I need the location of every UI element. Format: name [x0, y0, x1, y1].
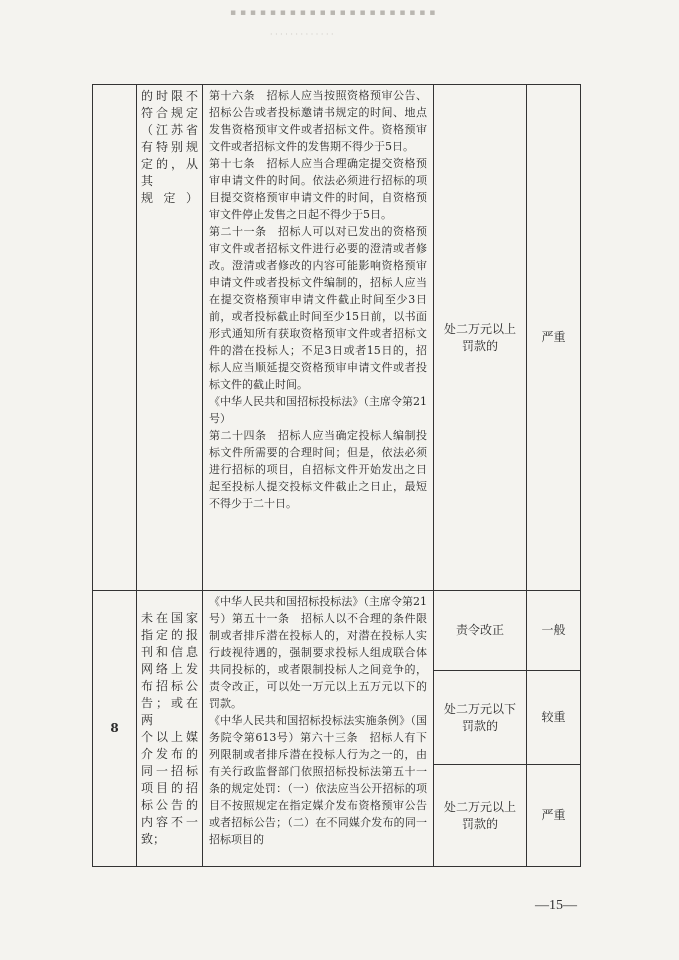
side-mark — [64, 500, 70, 530]
row-number: 8 — [93, 591, 137, 867]
severity-level: 一般 — [527, 591, 581, 671]
behavior-line: 项目的招 — [141, 780, 198, 795]
behavior-line: 符合规定 — [141, 106, 198, 120]
penalty-cell: 处二万元以下罚款的 — [434, 671, 527, 765]
header-smudge-2: · · · · · · · · · · · · · — [270, 30, 334, 39]
legal-basis — [203, 85, 434, 591]
penalty-cell: 处二万元以上罚款的 — [434, 765, 527, 867]
behavior-line: 未在国家 — [141, 610, 198, 625]
behavior-line: 同一招标 — [141, 763, 198, 778]
basis-paragraph: 《中华人民共和国招标投标法》（主席令第21号） — [209, 395, 427, 425]
behavior-line: 规定） — [141, 191, 198, 205]
behavior-line: 定的，从其 — [141, 157, 198, 188]
behavior-line: 告；或在两 — [141, 695, 198, 727]
table-row — [93, 85, 581, 591]
behavior-line: 刊和信息 — [141, 644, 198, 659]
severity-level: 严重 — [527, 85, 581, 591]
page-number: —15— — [535, 898, 577, 913]
table-row — [93, 591, 581, 671]
behavior-line: 致； — [141, 831, 166, 846]
behavior-line: 有特别规 — [141, 140, 198, 154]
severity-level: 较重 — [527, 671, 581, 765]
behavior-line: 网络上发 — [141, 661, 198, 676]
header-smudge: ▪ ▪ ▪ ▪ ▪ ▪ ▪ ▪ ▪ ▪ ▪ ▪ ▪ ▪ ▪ ▪ ▪ ▪ ▪ ▪ ▪ — [230, 8, 436, 18]
penalty-cell: 责令改正 — [434, 591, 527, 671]
behavior-line: 个以上媒 — [141, 729, 198, 744]
row-number — [93, 85, 137, 591]
violation-behavior — [137, 85, 203, 591]
violation-behavior — [137, 591, 203, 867]
basis-paragraph: 《中华人民共和国招标投标法实施条例》（国务院令第613号）第六十三条 招标人有下列限制或者排斥潜在投标人行为之一的，由有关行政监督部门依照招标投标法第五十一条的规定处罚：（一）依法应当公开招标的项目不按照规定在指定媒介发布资格预审公告或者招标公告；（二）在不同媒介发布的同一招标项目的 — [209, 714, 427, 846]
legal-basis — [203, 591, 434, 867]
behavior-line: 标公告的 — [141, 797, 198, 812]
behavior-line: 指定的报 — [141, 627, 198, 642]
behavior-line: 内容不一 — [141, 814, 198, 829]
basis-paragraph: 第二十一条 招标人可以对已发出的资格预审文件或者招标文件进行必要的澄清或者修改。澄清或者修改的内容可能影响资格预审申请文件或者投标文件编制的，招标人应当在提交资格预审申请文件截止时间至少3日前，或者投标截止时间至少15日前，以书面形式通知所有获取资格预审文件或者招标文件的潜在投标人；不足3日或者15日的，招标人应当顺延提交资格预审申请文件或者投标文件的截止时间。 — [209, 225, 427, 391]
basis-paragraph: 《中华人民共和国招标投标法》（主席令第21号）第五十一条 招标人以不合理的条件限制或者排斥潜在投标人的，对潜在投标人实行歧视待遇的，强制要求投标人组成联合体共同投标的，或者限制投标人之间竞争的，责令改正，可以处一万元以上五万元以下的罚款。 — [209, 595, 427, 710]
basis-paragraph: 第二十四条 招标人应当确定投标人编制投标文件所需要的合理时间；但是，依法必须进行招标的项目，自招标文件开始发出之日起至投标人提交投标文件截止之日止，最短不得少于二十日。 — [209, 429, 427, 510]
behavior-line: 的时限不 — [141, 89, 198, 103]
severity-level: 严重 — [527, 765, 581, 867]
basis-paragraph: 第十六条 招标人应当按照资格预审公告、招标公告或者投标邀请书规定的时间、地点发售资格预审文件或者招标文件。资格预审文件或者招标文件的发售期不得少于5日。 — [209, 89, 427, 153]
behavior-line: （江苏省 — [141, 123, 198, 137]
regulation-table — [92, 84, 581, 867]
basis-paragraph: 第十七条 招标人应当合理确定提交资格预审申请文件的时间。依法必须进行招标的项目提交资格预审申请文件的时间，自资格预审文件停止发售之日起不得少于5日。 — [209, 157, 427, 221]
penalty-cell: 处二万元以上罚款的 — [434, 85, 527, 591]
behavior-line: 布招标公 — [141, 678, 198, 693]
behavior-line: 介发布的 — [141, 746, 198, 761]
